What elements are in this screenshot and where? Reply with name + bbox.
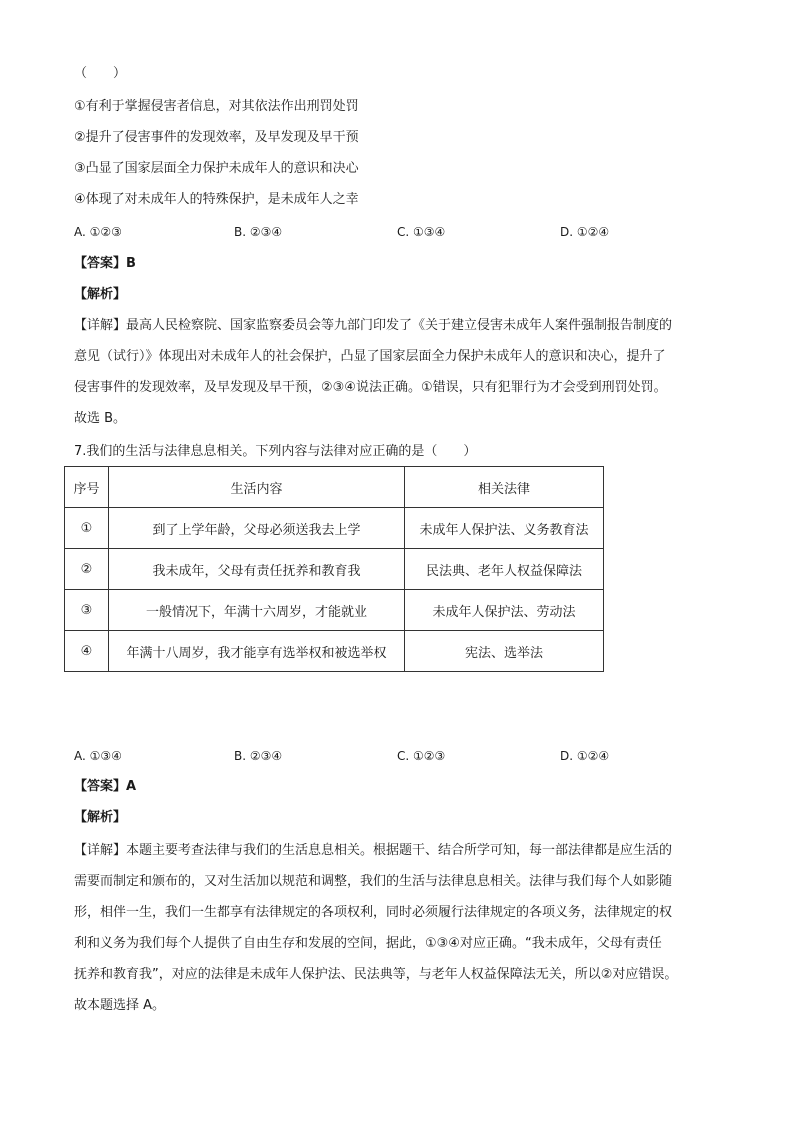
detail-paragraph <box>74 310 724 434</box>
detail-line: 抚养和教育我”，对应的法律是未成年人保护法、民法典等，与老年人权益保障法无关，所以②对应错误。 <box>74 967 678 982</box>
detail-line: 利和义务为我们每个人提供了自由生存和发展的空间，据此，①③④对应正确。“我未成年，父母有责任 <box>74 936 662 951</box>
detail-line: 侵害事件的发现效率，及早发现及早干预，②③④说法正确。①错误，只有犯罪行为才会受到刑罚处罚。 <box>74 380 667 395</box>
question-stem: 7.我们的生活与法律息息相关。下列内容与法律对应正确的是（ ） <box>74 444 477 459</box>
table-cell: ③ <box>65 590 109 631</box>
table-cell: 未成年人保护法、劳动法 <box>405 590 604 631</box>
statement-1: ①有利于掌握侵害者信息，对其依法作出刑罚处罚 <box>74 99 359 114</box>
table-header-row <box>65 467 604 508</box>
header-cell: 序号 <box>65 467 109 508</box>
table-cell: 年满十八周岁，我才能享有选举权和被选举权 <box>109 631 405 672</box>
statement-4: ④体现了对未成年人的特殊保护，是未成年人之幸 <box>74 192 359 207</box>
option-d: D. ①②④ <box>560 225 610 239</box>
table-cell: 民法典、老年人权益保障法 <box>405 549 604 590</box>
option-c: C. ①③④ <box>397 225 446 239</box>
header-cell: 相关法律 <box>405 467 604 508</box>
table-cell: ② <box>65 549 109 590</box>
table-cell: 未成年人保护法、义务教育法 <box>405 508 604 549</box>
table-cell: 宪法、选举法 <box>405 631 604 672</box>
table-row <box>65 508 604 549</box>
detail-line: 【详解】最高人民检察院、国家监察委员会等九部门印发了《关于建立侵害未成年人案件强制报告制度的 <box>74 318 673 333</box>
analysis-label: 【解析】 <box>74 810 127 825</box>
header-cell: 生活内容 <box>109 467 405 508</box>
table-row <box>65 549 604 590</box>
option-b: B. ②③④ <box>234 225 283 239</box>
table-cell: ① <box>65 508 109 549</box>
option-a: A. ①②③ <box>74 225 122 239</box>
answer-label: 【答案】A <box>74 779 137 794</box>
table-cell: ④ <box>65 631 109 672</box>
answer-label: 【答案】B <box>74 256 136 271</box>
law-table <box>64 466 604 672</box>
detail-line: 故选 B。 <box>74 411 127 426</box>
detail-line: 需要而制定和颁布的，又对生活加以规范和调整，我们的生活与法律息息相关。法律与我们每个人如影随 <box>74 874 673 889</box>
option-b: B. ②③④ <box>234 749 283 763</box>
table-row <box>65 631 604 672</box>
detail-line: 意见（试行）》体现出对未成年人的社会保护，凸显了国家层面全力保护未成年人的意识和决心，提升了 <box>74 349 666 364</box>
option-d: D. ①②④ <box>560 749 610 763</box>
detail-line: 【详解】本题主要考查法律与我们的生活息息相关。根据题干、结合所学可知，每一部法律都是应生活的 <box>74 843 673 858</box>
table-cell: 一般情况下，年满十六周岁，才能就业 <box>109 590 405 631</box>
statement-2: ②提升了侵害事件的发现效率，及早发现及早干预 <box>74 130 359 145</box>
statement-3: ③凸显了国家层面全力保护未成年人的意识和决心 <box>74 161 359 176</box>
table-cell: 到了上学年龄，父母必须送我去上学 <box>109 508 405 549</box>
option-a: A. ①③④ <box>74 749 122 763</box>
detail-line: 形，相伴一生，我们一生都享有法律规定的各项权利，同时必须履行法律规定的各项义务，法律规定的权 <box>74 905 673 920</box>
detail-line: 故本题选择 A。 <box>74 998 166 1013</box>
analysis-label: 【解析】 <box>74 287 127 302</box>
table-row <box>65 590 604 631</box>
answer-bracket: （ ） <box>74 66 127 81</box>
option-c: C. ①②③ <box>397 749 446 763</box>
detail-paragraph <box>74 835 724 1021</box>
table-cell: 我未成年，父母有责任抚养和教育我 <box>109 549 405 590</box>
